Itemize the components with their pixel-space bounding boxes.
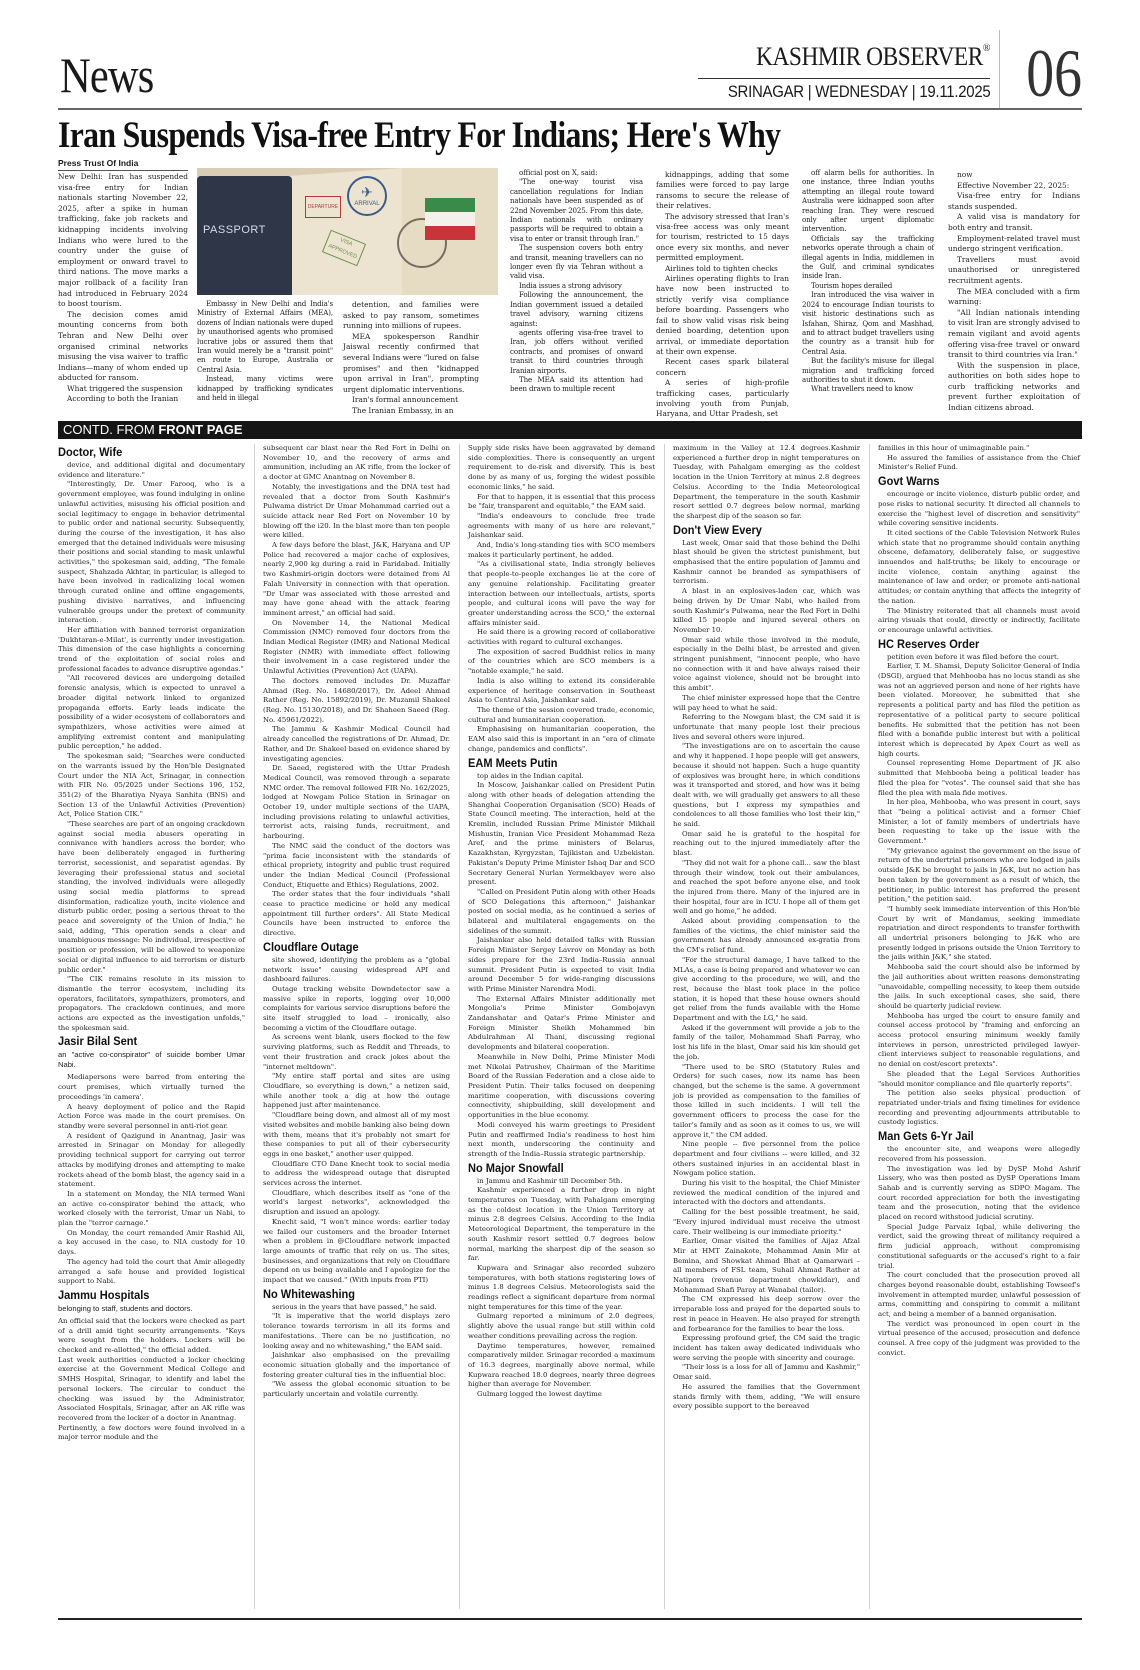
story-paragraph: "Cloudflare being down, and almost all of my most visited websites and mobile banking also being down with them, means that it's probably not smart for these companies to put all of their cybersecurity eggs in one basket," another user quipped. (263, 1111, 450, 1158)
story-paragraph: Counsel representing Home Department of JK also submitted that Mehbooba being a political leader has filed the plea for "votes". The counsel said that she has filed the plea with mala fide motives. (878, 759, 1080, 797)
section-title: News (60, 47, 154, 103)
story-paragraph: "My grievance against the government on the issue of return of the undertrial prisoners who are lodged in jails outside J&K be brought to jails in J&K, but no action has been taken by the government as a result of which, the petitioner, in public interest has preferred the present petition," the petition said. (878, 846, 1080, 904)
story-paragraph: "We assess the global economic situation to be particularly uncertain and volatile currently. (263, 1380, 450, 1399)
passport-cover (197, 176, 292, 295)
story-paragraph: In a statement on Monday, the NIA termed Wani an active co-conspirator behind the attack, who worked closely with the terrorist, Umar un Nabi, to plan the "terror carnage." (58, 1189, 245, 1228)
lead-story-paragraph: New Delhi: Iran has suspended visa-free entry for Indian nationals starting November 22, 2025, after a spike in human trafficking, fake job rackets and kidnapping incidents involving Indians who were lured to the country under the guise of employment or onward travel to third nations. The move marks a major rollback of a facility Iran had introduced in February 2024 to boost tourism. (58, 172, 188, 309)
column-divider (664, 444, 665, 1609)
story-paragraph: "For the structural damage, I have talked to the MLAs, a case is being prepared and whatever we can give according to the procedure, we will, and the rest, because the blast took place in the police station, it is hoped that these house owners should get relief from the funds available with the Home Department and with the LG," he said. (673, 955, 860, 1023)
story-paragraph: Kupwara and Srinagar also recorded subzero temperatures, with both stations registering lows of minus 1.8 degrees Celsius. Meteorologists said the readings reflect a significant departure from normal night temperatures for this time of the year. (468, 1263, 655, 1311)
lead-story-paragraph: A series of high-profile trafficking cases, particularly involving youth from Punjab, Haryana, and Uttar Pradesh, set (656, 378, 789, 419)
lead-story-column (58, 172, 188, 405)
story-paragraph: "As a civilisational state, India strongly believes that people-to-people exchanges lie at the core of any genuine relationship. Facilitating greater interaction between our intellectuals, artists, sports people, and cultural icons will pave the way for greater understanding across the SCO," the external affairs minister said. (468, 560, 655, 627)
story-paragraph: Modi conveyed his warm greetings to President Putin and reaffirmed India's readiness to host him next month, underscoring the continuity and strength of the India–Russia strategic partnership. (468, 1120, 655, 1158)
newspaper-name (756, 42, 990, 72)
story-paragraph: Asked if the government will provide a job to the family of the tailor, Mohammad Shafi Parray, who lost his life in the blast, Omar said his kin should get the job. (673, 1023, 860, 1061)
story-paragraph: Her affiliation with banned terrorist organization 'Dukhtaran-e-Milat', is currently under investigation. This dimension of the case highlights a concerning trend of the exploitation of social roles and professional facades to advance disruptive agendas." (58, 625, 245, 673)
masthead-rule (58, 108, 1082, 110)
lead-story-paragraph: off alarm bells for authorities. In one instance, three Indian youths attempting an illegal route toward Australia were kidnapped soon after reaching Iran. They were rescued only after urgent diplomatic intervention. (802, 168, 934, 234)
story-paragraph: "The investigations are on to ascertain the cause and why it happened. I hope people will get answers, because it should not happen. Such a huge quantity of explosives was brought here, in which conditions was it transported and stored, and how was it being dealt with, we will gradually get answers to all these questions, but I express my sympathies and condolences to all those families who lost their kin," he said. (673, 742, 860, 829)
story-paragraph: Omar said while those involved in the module, especially in the Delhi blast, be arrested and given stringent punishment, "innocent people, who have no connection with it and have always raised their voice against violence, should not be brought into this ambit". (673, 635, 860, 693)
story-paragraph: Knecht said, "I won't mince words: earlier today we failed our customers and the broader Internet when a problem in @Cloudflare network impacted large amounts of traffic that rely on us. The sites, businesses, and organizations that rely on Cloudflare depend on us being available and I apologize for the impact that we caused." (With inputs from PTI) (263, 1217, 450, 1285)
column-divider (254, 444, 255, 1609)
registered-mark: ® (982, 42, 990, 54)
lead-story-paragraph: Instead, many victims were kidnapped by trafficking syndicates and held in illegal (197, 374, 333, 403)
story-paragraph: On Monday, the court remanded Amir Rashid Ali, a key accused in the case, to NIA custody for 10 days. (58, 1228, 245, 1257)
lead-story-paragraph: The MEA concluded with a firm warning: (948, 286, 1080, 307)
story-paragraph: Gulmarg reported a minimum of 2.0 degrees, slightly above the usual range but still within cold weather conditions prevailing across the region. (468, 1312, 655, 1340)
story-paragraph: device, and additional digital and documentary evidence and literature." (58, 461, 245, 479)
story-paragraph: "The CIK remains resolute in its mission to dismantle the terror ecosystem, including its operators, facilitators, sympathizers, promoters, and propagators. The crackdown continues, and more actions are expected as the investigation unfolds," the spokesman said. (58, 975, 245, 1032)
story-paragraph: The spokesman said; "Searches were conducted on the warrants issued by the Hon'ble Designated Court under the NIA Act, Srinagar, in connection with FIR No. 05/2025 under Sections 196, 152, 351(2) of the Bharatiya Nyaya Sanhita (BNS) and Section 13 of the Unlawful Activities (Prevention) Act, Police Station CIK." (58, 752, 245, 819)
story-paragraph: the encounter site, and weapons were allegedly recovered from his possession. (878, 1145, 1080, 1163)
lead-story-paragraph: Visa-free entry for Indians stands suspended. (948, 191, 1080, 211)
story-subhead: Cloudflare Outage (263, 939, 359, 954)
story-paragraph: Dr. Saeed, registered with the Uttar Pradesh Medical Council, was removed through a separate NMC order. The removal followed FIR No. 162/2025, lodged at Nowgam Police Station in Srinagar on October 19, under multiple sections of the UAPA, including provisions relating to unlawful activities, terrorist acts, raising funds, recruitment, and harbouring. (263, 764, 450, 841)
continued-column (263, 444, 450, 1400)
continued-from-front-page-banner (58, 421, 1082, 439)
continued-stories (58, 444, 1082, 1614)
story-paragraph: Notably, the investigations and the DNA test had revealed that a doctor from South Kashmir's Pulwama district Dr Umar Mohammad carried out a suicide attack near Red Fort on November 10 by blowing off the i20. In the blast more than ten people were killed. (263, 482, 451, 540)
lead-story-paragraph: But the facility's misuse for illegal migration and trafficking forced authorities to shut it down. (802, 356, 934, 384)
story-paragraph: For that to happen, it is essential that this process be "fair, transparent and equitable," the EAM said. (468, 492, 655, 511)
lead-story-paragraph: Following the announcement, the Indian government issued a detailed travel advisory, warning citizens against: (510, 290, 643, 328)
lead-story-paragraph: Travellers must avoid unauthorised or unregistered recruitment agents. (948, 254, 1080, 285)
lead-story-paragraph: Employment-related travel must undergo stringent verification. (948, 233, 1080, 254)
lead-story-paragraph: With the suspension in place, authorities on both sides hope to curb trafficking networks and prevent further exploitation of Indian citizens abroad. (948, 360, 1080, 413)
story-paragraph: Mediapersons were barred from entering the court premises, which virtually turned the proceedings 'in camera'. (58, 1073, 245, 1101)
banner-emphasis: FRONT PAGE (158, 422, 243, 437)
story-paragraph: The investigation was led by DySP Mohd Ashrif Lissery, who was then posted as DySP Operations Imam Sahab and is currently serving as SDPO Magam. The court recorded appreciation for both the investigating team and the prosecution, noting that the evidence placed on record withstood judicial scrutiny. (878, 1164, 1080, 1222)
story-paragraph: The court concluded that the prosecution proved all charges beyond reasonable doubt, establishing Towseef's involvement in attempted murder, unlawful possession of arms, committing and conspiring to commit a militant act, and being a member of a banned organisation. (878, 1271, 1080, 1319)
story-paragraph: The NMC said the conduct of the doctors was "prima facie inconsistent with the standards of ethical propriety, integrity and public trust required under the Indian Medical Council (Professional Conduct, Etiquette and Ethics) Regulations, 2002. (263, 841, 450, 889)
story-paragraph: The Jammu & Kashmir Medical Council had already cancelled the registrations of Dr. Ahmad, Dr. Rather, and Dr. Shakeel based on evidence shared by investigating agencies. (263, 725, 450, 763)
lead-story-paragraph: Iran's formal announcement (352, 395, 459, 405)
lead-story-paragraph: The suspension covers both entry and transit, meaning travellers can no longer even fly via Tehran without a valid visa. (510, 243, 643, 281)
story-paragraph: She pleaded that the Legal Services Authorities "should monitor compliance and file quarterly reports". (878, 1069, 1080, 1088)
passport-label: PASSPORT (203, 224, 266, 236)
story-paragraph: He said there is a growing record of collaborative activities with regard to cultural exchanges. (468, 628, 655, 647)
story-paragraph: The Ministry reiterated that all channels must avoid airing visuals that could, directly or indirectly, facilitate or encourage unlawful activities. (878, 606, 1080, 634)
lead-story-paragraph: Tourism hopes derailed (811, 280, 893, 290)
story-paragraph: India is also willing to extend its considerable experience of heritage conservation in Southeast Asia to Central Asia, Jaishankar said. (468, 676, 655, 705)
story-paragraph: in Jammu and Kashmir till December 5th. (477, 1176, 623, 1185)
story-paragraph: In her plea, Mehbooba, who was present in court, says that "being a political activist and a former Chief Minister, a lot of family members of undertrials have been requesting to take up the issue with the Government." (878, 798, 1080, 846)
story-paragraph: Jaishnkar also emphasised on the prevailing economic situation globally and the importance of fostering greater cultural ties in the influential bloc. (263, 1351, 450, 1379)
continued-column (878, 444, 1080, 1359)
story-paragraph: serious in the years that have passed," he said. (272, 1302, 437, 1311)
lead-story-paragraph: official post on X, said: (519, 168, 598, 177)
story-paragraph: Cloudflare CTO Dane Knecht took to social media to address the widespread outage that disrupted services across the internet. (263, 1159, 450, 1188)
story-subhead: Govt Warns (878, 474, 940, 489)
story-paragraph: Omar said he is grateful to the hospital for reaching out to the injured immediately after the blast. (673, 829, 860, 858)
story-deck: belonging to staff, students and doctors. (58, 1303, 193, 1313)
story-paragraph: Pertinently, a few doctors were found involved in a major terror module and the (58, 1423, 245, 1442)
lead-story-paragraph: kidnappings, adding that some families were forced to pay large ransoms to secure the release of their relatives. (656, 170, 789, 211)
story-paragraph: Referring to the Nowgam blast, the CM said it is unfortunate that many people lost their precious lives and several others were injured. (673, 713, 860, 741)
story-paragraph: Special Judge Parvaiz Iqbal, while delivering the verdict, said the growing threat of militancy required a firm judicial approach, without compromising constitutional safeguards or the accused's right to a fair trial. (878, 1222, 1080, 1270)
masthead-underline (698, 78, 990, 79)
banner-prefix: CONTD. FROM (63, 422, 159, 437)
story-paragraph: "These searches are part of an ongoing crackdown against social media abusers operating in connivance with handlers across the border, who have been deliberately engaged in furthering terrorist, secessionist, and separatist agendas. By leveraging their professional status and societal standing, the involved individuals were allegedly using social media platforms to spread disinformation, radicalize youth, incite violence and disturb public order, posing a serious threat to the peace and sovereignty of the Union of India," he said, adding, "This operation sends a clear and unambiguous message: No individual, irrespective of position or profession, will be allowed to weaponize social or digital influence to aid terrorism or disturb public order." (58, 820, 245, 974)
lead-headline: Iran Suspends Visa-free Entry For Indians; Here's Why (58, 115, 781, 156)
masthead (58, 30, 1082, 110)
story-subhead: No Major Snowfall (468, 1160, 564, 1175)
story-paragraph: "It is imperative that the world displays zero tolerance towards terrorism in all its forms and manifestations. There can be no justification, no looking away and no whitewashing," the EAM said. (263, 1312, 450, 1350)
lead-story-paragraph: Effective November 22, 2025: (957, 180, 1070, 190)
lead-story-column (948, 170, 1080, 414)
story-paragraph: "Interestingly, Dr. Umer Farooq, who is a government employee, was found indulging in online unlawful activities, misusing his official position and social legitimacy to engage in behavior detrimental to public order and national security. Subsequently, during the course of the investigation, it has also emerged that the detained individuals were misusing their positions and social standing to mask unlawful activities," the spokesman said, adding, "The female suspect, Shahzada Akhtar, in particular, is alleged to have been involved in radicalizing local women through curated online and offline engagements, pushing divisive narratives, and influencing vulnerable groups under the pretext of community interaction. (58, 480, 245, 625)
story-paragraph: "Called on President Putin along with other Heads of SCO Delegations this afternoon," Jaishankar posted on social media, as he continued a series of bilateral and multilateral engagements on the sidelines of the summit. (468, 887, 655, 935)
story-paragraph: The order states that the four individuals "shall cease to practice medicine or hold any medical appointment till further orders". All State Medical Councils have been instructed to enforce the directive. (263, 890, 450, 938)
lead-story-paragraph: India issues a strong advisory (519, 280, 622, 290)
lead-story-paragraph: "The one-way tourist visa cancellation regulations for Indian nationals have been suspended as of 22nd November 2025. From this date, Indian nationals with ordinary passports will be required to obtain a visa to enter or transit through Iran." (510, 177, 643, 243)
story-subhead: No Whitewashing (263, 1286, 355, 1301)
story-paragraph: Kashmir experienced a further drop in night temperatures on Tuesday, with Pahalgam emerging as the coldest location in the Union Territory at minus 2.8 degrees Celsius. According to the India Meteorological Department, the temperature in the south Kashmir resort settled 0.7 degrees below normal, marking the sharpest dip of the season so far. (468, 1186, 655, 1263)
lead-story-paragraph: What triggered the suspension (67, 383, 183, 393)
iran-flag-stamp-icon (425, 198, 475, 240)
page-number-divider (999, 30, 1000, 108)
lead-story-paragraph: A valid visa is mandatory for both entry and transit. (948, 212, 1080, 232)
story-paragraph: The chief minister expressed hope that the Centre will pay heed to what he said. (673, 693, 860, 712)
story-deck: an "active co-conspirator" of suicide bomber Umar Nabi. (58, 1050, 245, 1070)
story-subhead: EAM Meets Putin (468, 755, 558, 770)
story-subhead: Jasir Bilal Sent (58, 1034, 138, 1049)
lead-story-paragraph: detention, and families were asked to pay ransom, sometimes running into millions of rupees. (343, 300, 479, 331)
story-paragraph: Daytime temperatures, however, remained comparatively milder. Srinagar recorded a maximum of 16.3 degrees, marginally above normal, while Kupwara reached 18.0 degrees, nearly three degrees higher than average for November. (468, 1341, 655, 1389)
story-paragraph: Nine people -- five personnel from the police department and four civilians -- were killed, and 32 others sustained injuries in an accidental blast in Nowgam police station. (673, 1140, 860, 1178)
story-paragraph: The exposition of sacred Buddhist relics in many of the countries which are SCO members is a "notable example," he said. (468, 647, 655, 676)
departure-stamp-icon: DEPARTURE (305, 196, 341, 218)
story-paragraph: Meanwhile in New Delhi, Prime Minister Modi met Nikolai Patrushev, Chairman of the Maritime Board of the Russian Federation and a close aide to President Putin. Their talks focused on deepening maritime cooperation, with discussions covering connectivity, shipbuilding, skill development and opportunities in the blue economy. (468, 1052, 655, 1120)
story-paragraph: site showed, identifying the problem as a "global network issue" causing widespread API and dashboard failures. (263, 955, 450, 984)
lead-story-paragraph: According to both the Iranian (67, 394, 179, 404)
lead-story-paragraph: The MEA said its attention had been drawn to multiple recent (510, 374, 643, 394)
lead-story-paragraph: agents offering visa-free travel to Iran, job offers without verified contracts, and promises of onward transit to third countries through Iranian airports. (510, 327, 643, 375)
story-paragraph: During his visit to the hospital, the Chief Minister reviewed the medical condition of the injured and interacted with the doctors and attendants. (673, 1179, 860, 1207)
story-paragraph: A resident of Qazigund in Anantnag, Jasir was arrested in Srinagar on Monday for allegedly providing technical support for carrying out terror attacks by modifying drones and attempting to make rockets ahead of the bomb blast, the agency said in a statement. (58, 1131, 245, 1189)
byline: Press Trust Of India (58, 158, 188, 171)
story-paragraph: Supply side risks have been aggravated by demand side complexities. There is consequently an urgent requirement to de-risk and diversify. This is best done by as many of us, forging the widest possible economic links," he said. (468, 444, 655, 491)
story-paragraph: Expressing profound grief, the CM said the tragic incident has taken away dedicated individuals who were serving the people with sincerity and courage. (673, 1334, 860, 1362)
story-paragraph: Jaishankar also held detailed talks with Russian Foreign Minister Sergey Lavrov on Monday as both sides prepare for the 23rd India–Russia annual summit. President Putin is expected to visit India around December 5 for wide-ranging discussions with Prime Minister Narendra Modi. (468, 936, 655, 993)
story-subhead: HC Reserves Order (878, 636, 980, 651)
story-paragraph: "Their loss is a loss for all of Jammu and Kashmir," Omar said. (673, 1363, 860, 1382)
lead-story-column (802, 168, 934, 394)
column-divider (869, 444, 870, 1609)
story-subhead: Don't View Every (673, 522, 762, 537)
continued-column (468, 444, 655, 1400)
story-paragraph: Cloudflare, which describes itself as "one of the world's largest networks", acknowledged the disruption and issued an apology. (263, 1188, 450, 1217)
continued-column (58, 444, 245, 1443)
story-paragraph: Last week, Omar said that those behind the Delhi blast should be given the strictest punishment, but emphasised that the entire population of Jammu and Kashmir cannot be branded as sympathisers of terrorism. (673, 538, 860, 586)
lead-story-paragraph: Recent cases spark bilateral concern (656, 357, 789, 377)
story-paragraph: families in this hour of unimaginable pain." (878, 444, 1030, 452)
newspaper-name-text: KASHMIR OBSERVER (756, 42, 983, 71)
lead-story-paragraph: MEA spokesperson Randhir Jaiswal recently confirmed that several Indians were "lured on false promises" and then "kidnapped upon arrival in Iran", prompting urgent diplomatic interventions. (343, 331, 479, 394)
story-paragraph: Asked about providing compensation to the families of the victims, the chief minister said the government has already announced ex-gratia from the CM's relief fund. (673, 917, 860, 955)
lead-story-column (343, 300, 479, 417)
story-paragraph: "My entire staff portal and sites are using Cloudflare, so everything is down," a netizen said, while another took a dig at how the outage happened just after maintenance. (263, 1072, 450, 1110)
story-paragraph: Outage tracking website Downdetector saw a massive spike in reports, logging over 10,000 complaints for various service disruptions before the site itself struggled to load – ironically, also becoming a victim of the Cloudflare outage. (263, 984, 450, 1032)
dateline: SRINAGAR | WEDNESDAY | 19.11.2025 (727, 82, 990, 101)
story-paragraph: A few days before the blast, J&K, Haryana and UP Police had recovered a major cache of explosives, nearly 2,900 kg during a raid in Faridabad. Initially two Kashmiri-origin doctors were detained from Al Falah University in connection with that operation. "Dr Umar was associated with those arrested and may have gone ahead with the attack fearing imminent arrest," an official had said. (263, 541, 450, 617)
story-paragraph: It cited sections of the Cable Television Network Rules which state that no programme should contain anything obscene, defamatory, deliberately false, or suggestive innuendos and half-truths; be likely to encourage or incite violence, contain anything against the maintenance of law and order, or promote anti-national attitudes; or contain anything that affects the integrity of the nation. (878, 528, 1080, 605)
lead-story-paragraph: What travellers need to know (811, 384, 914, 394)
story-paragraph: An official said that the lockers were checked as part of a drill amid tight security arrangements. "Keys were sought from the holders. Lockers will be checked and re-allotted," the official added. (58, 1316, 245, 1355)
story-paragraph: Last week authorities conducted a locker checking exercise at the Government Medical College and SMHS Hospital, Srinagar, to identify and label the personal lockers. The circular to conduct the checking was issued by the Administrator, Associated Hospitals, Srinagar, after an AK rifle was recovered from the locker of a doctor in Anantnag. (58, 1355, 245, 1422)
lead-story-paragraph: The Iranian Embassy, in an (352, 405, 454, 415)
page-bottom-rule (58, 1618, 1082, 1620)
story-paragraph: petition even before it was filed before the court. (887, 652, 1059, 661)
story-paragraph: Earlier, T. M. Shamsi, Deputy Solicitor General of India (DSGI), argued that Mehbooba has no locus standi as she was not an aggrieved person and none of her rights have been violated. Moreover, he submitted that she represents a political party and has filed the petition as representative of a political party to secure political benefits. He submitted that the petition has not been filed with a bonafide public interest but with a political interest which is deprecated by Apex Court as well as high courts. (878, 662, 1080, 758)
story-paragraph: Mehbooba has urged the court to ensure family and counsel access protocol by "framing and enforcing an access protocol ensuring minimum weekly family interviews in person, unrestricted privileged lawyer-client interviews subject to reasonable regulations, and no denial on cost/escort pretexts". (878, 1011, 1080, 1069)
story-paragraph: The theme of the session covered trade, economic, cultural and humanitarian cooperation. (468, 705, 655, 724)
lead-story-column (510, 168, 643, 394)
story-paragraph: The petition also seeks physical production of repatriated under-trials and fixing timelines for evidence recording and preventing adjournments attributable to custody logistics. (878, 1089, 1080, 1127)
story-paragraph: The doctors removed includes Dr. Muzaffar Ahmad (Reg. No. 14680/2017), Dr. Adeel Ahmad Rather (Reg. No. 15892/2019), Dr. Muzamil Shakeel (Reg. No. 15130/2018), and Dr. Shaheen Saeed (Reg. No. 45961/2022). (263, 676, 450, 724)
story-paragraph: Emphasising on humanitarian cooperation, the EAM also said this is important in an "era of climate change, pandemics and conflicts". (468, 725, 655, 753)
story-paragraph: He assured the families of assistance from the Chief Minister's Relief Fund. (878, 453, 1080, 472)
lead-story-column (656, 170, 789, 420)
story-paragraph: Gulmarg logged the lowest daytime (477, 1390, 602, 1399)
story-paragraph: "India's endeavours to conclude free trade agreements with many of us here are relevant," Jaishankar said. (468, 511, 655, 540)
story-paragraph: A heavy deployment of police and the Rapid Action Force was made in the court premises. On standby were several personnel in anti-riot gear. (58, 1102, 245, 1130)
airplane-icon: ✈ (361, 184, 373, 200)
story-paragraph: Calling for the best possible treatment, he said, "Every injured individual must receive the utmost care. Their wellbeing is our immediate priority." (673, 1208, 860, 1236)
story-paragraph: And, India's long-standing ties with SCO members makes it particularly pertinent, he added. (468, 541, 655, 559)
story-paragraph: Mehbooba said the court should also be informed by the jail authorities about written reasons demonstrating "unavoidable, compelling necessity, to keep them outside the jails. In such exceptional cases, she said, there should be quarterly judicial review. (878, 963, 1080, 1010)
story-subhead: Doctor, Wife (58, 445, 123, 459)
story-subhead: Jammu Hospitals (58, 1287, 150, 1302)
story-paragraph: maximum in the Valley at 12.4 degrees.Kashmir experienced a further drop in night temperatures on Tuesday, with Pahalgam emerging as the coldest location in the Union Territory at minus 2.8 degrees Celsius. According to the India Meteorological Department, the temperature in the south Kashmir resort settled 0.7 degrees below normal, marking the sharpest dip of the season so far. (673, 444, 860, 520)
page-number: 06 (1026, 35, 1082, 111)
story-paragraph: "They did not wait for a phone call... saw the blast through their window, took out their ambulances, and reached the spot before anyone else, and took the injured from there. Many of the injured are in their hospital, four are in ICU. I hope all of them get well and go home," he added. (673, 858, 860, 916)
story-subhead: Man Gets 6-Yr Jail (878, 1129, 974, 1144)
lead-story-paragraph: now (957, 170, 973, 179)
lead-story (58, 158, 1082, 420)
story-paragraph: "All recovered devices are undergoing detailed forensic analysis, which is expected to unravel a broader digital network linked to organized propaganda efforts. Early leads indicate the possibility of a wider ecosystem of collaborators and sympathizers, whose activities were aimed at amplifying extremist content and manipulating public perception," he added. (58, 674, 245, 751)
story-paragraph: "I humbly seek immediate intervention of this Hon'ble Court by writ of Mandamus, seeking immediate repatriation and direct respondents to transfer forthwith all undertrial prisoners belonging to J&K who are presently lodged in prisons outside the Union Territory to the jails within J&K," she stated. (878, 904, 1080, 962)
story-paragraph: The External Affairs Minister additionally met Mongolia's Prime Minister Gombojavyn Zandanshatar and Qatar's Prime Minister and Foreign Minister Sheikh Mohammed bin Abdulrahman Al Thani, discussing regional developments and bilateral cooperation. (468, 994, 655, 1052)
story-paragraph: He assured the families that the Government stands firmly with them, adding, "We will ensure every possible support to the bereaved (673, 1382, 860, 1411)
lead-story-paragraph: Embassy in New Delhi and India's Ministry of External Affairs (MEA), dozens of Indian nationals were duped by unauthorised agents who promised lucrative jobs or assured them that Iran would merely be a "transit point" en route to Europe, Australia or Central Asia. (197, 299, 333, 374)
lead-story-paragraph: Airlines told to tighten checks (665, 263, 778, 273)
lead-story-paragraph: "All Indian nationals intending to visit Iran are strongly advised to remain vigilant and avoid agents offering visa-free travel or onward transit to third countries via Iran." (948, 307, 1080, 360)
story-paragraph: "There used to be SRO (Statutory Rules and Orders) for such cases, now its name has been changed, but the scheme is the same. A government job is provided as compensation to the families of those killed in such incidents. I will tell the government officers to process the case for the tailor's family and as soon as it comes to us, we will approve it," the CM added. (673, 1062, 860, 1139)
passport-page-left (283, 168, 412, 295)
lead-story-paragraph: Iran introduced the visa waiver in 2024 to encourage Indian tourists to visit historic destinations such as Isfahan, Shiraz, Qom and Mashhad, and to attract budget travellers using the country as a transit hub for Central Asia. (802, 290, 934, 356)
lead-story-column (197, 299, 333, 402)
lead-story-paragraph: Airlines operating flights to Iran have now been instructed to strictly verify visa compliance before boarding. Passengers who fail to show valid visas risk being denied boarding, detention upon arrival, or immediate deportation at their own expense. (656, 274, 789, 356)
story-paragraph: A blast in an explosives-laden car, which was being driven by Dr Umar Nabi, who hailed from south Kashmir's Pulwama, near the Red Fort in Delhi killed 15 people and injured several others on November 10. (673, 587, 860, 634)
passport-photo (197, 168, 498, 295)
lead-story-paragraph: Officials say the trafficking networks operate through a chain of illegal agents in India, middlemen in the Gulf, and criminal syndicates inside Iran. (802, 233, 934, 281)
lead-story-paragraph: The advisory stressed that Iran's visa-free access was only meant for tourism, restricted to 15 days once every six months, and never permitted employment. (656, 211, 789, 263)
column-divider (459, 444, 460, 1609)
story-paragraph: The agency had told the court that Amir allegedly arranged a safe house and provided logistical support to Nabi. (58, 1257, 245, 1286)
arrival-stamp-text: ARRIVAL (354, 201, 380, 207)
story-paragraph: top aides in the Indian capital. (477, 771, 584, 780)
visa-approved-stamp-icon: VISA APPROVED (322, 230, 366, 266)
story-paragraph: The CM expressed his deep sorrow over the irreparable loss and prayed for the departed souls to rest in peace in Heaven. He also prayed for strength and forbearance for the families to bear the loss. (673, 1295, 860, 1333)
story-paragraph: As screens went blank, users flocked to the few surviving platforms, such as Reddit and Threads, to vent their frustration and crack jokes about the "internet meltdown". (263, 1033, 450, 1071)
story-paragraph: The verdict was pronounced in open court in the virtual presence of the accused, prosecution and defence counsel. A free copy of the judgment was provided to the convict. (878, 1319, 1080, 1357)
story-paragraph: subsequent car blast near the Red Fort in Delhi on November 10, and the recovery of arms and ammunition, including an AK rifle, from the locker of a doctor at GMC Anantnag on November 8. (263, 444, 450, 482)
lead-story-paragraph: The decision comes amid mounting concerns from both Tehran and New Delhi over organised criminal networks misusing the visa waiver to traffic Indians—many of whom ended up abducted for ransom. (58, 309, 188, 383)
continued-column (673, 444, 860, 1412)
arrival-stamp-icon (347, 176, 387, 216)
story-paragraph: Earlier, Omar visited the families of Aijaz Afzal Mir at HMT Zainakote, Mohammad Amin Mir at Bemina, and Showkat Ahmad Bhat at Qamarwari – all members of FSL team, Suhail Ahmad Rather at Natipora (revenue department chowkidar), and Mohammad Shafi Paray at Wanabal (tailor). (673, 1237, 860, 1294)
story-paragraph: encourage or incite violence, disturb public order, and pose risks to national security. It directed all channels to exercise the "highest level of discretion and sensitivity" while covering sensitive incidents. (878, 490, 1080, 528)
story-paragraph: On November 14, the National Medical Commission (NMC) removed four doctors from the Indian Medical Register (IMR) and National Medical Register (NMR) with immediate effect following their involvement in a case registered under the Unlawful Activities (Prevention) Act (UAPA). (263, 618, 450, 676)
story-paragraph: In Moscow, Jaishankar called on President Putin along with other heads of delegation attending the Shanghai Cooperation Organisation (SCO) Heads of State Council meeting. The interaction, held at the Kremlin, included Russian Prime Minister Mikhail Mishustin, Iranian Vice President Mohammad Reza Aref, and the prime ministers of Belarus, Kazakhstan, Kyrgyzstan, Tajikistan and Uzbekistan. Pakistan's Deputy Prime Minister Ishaq Dar and SCO Secretary General Nurlan Yermekbayev were also present. (468, 781, 655, 887)
